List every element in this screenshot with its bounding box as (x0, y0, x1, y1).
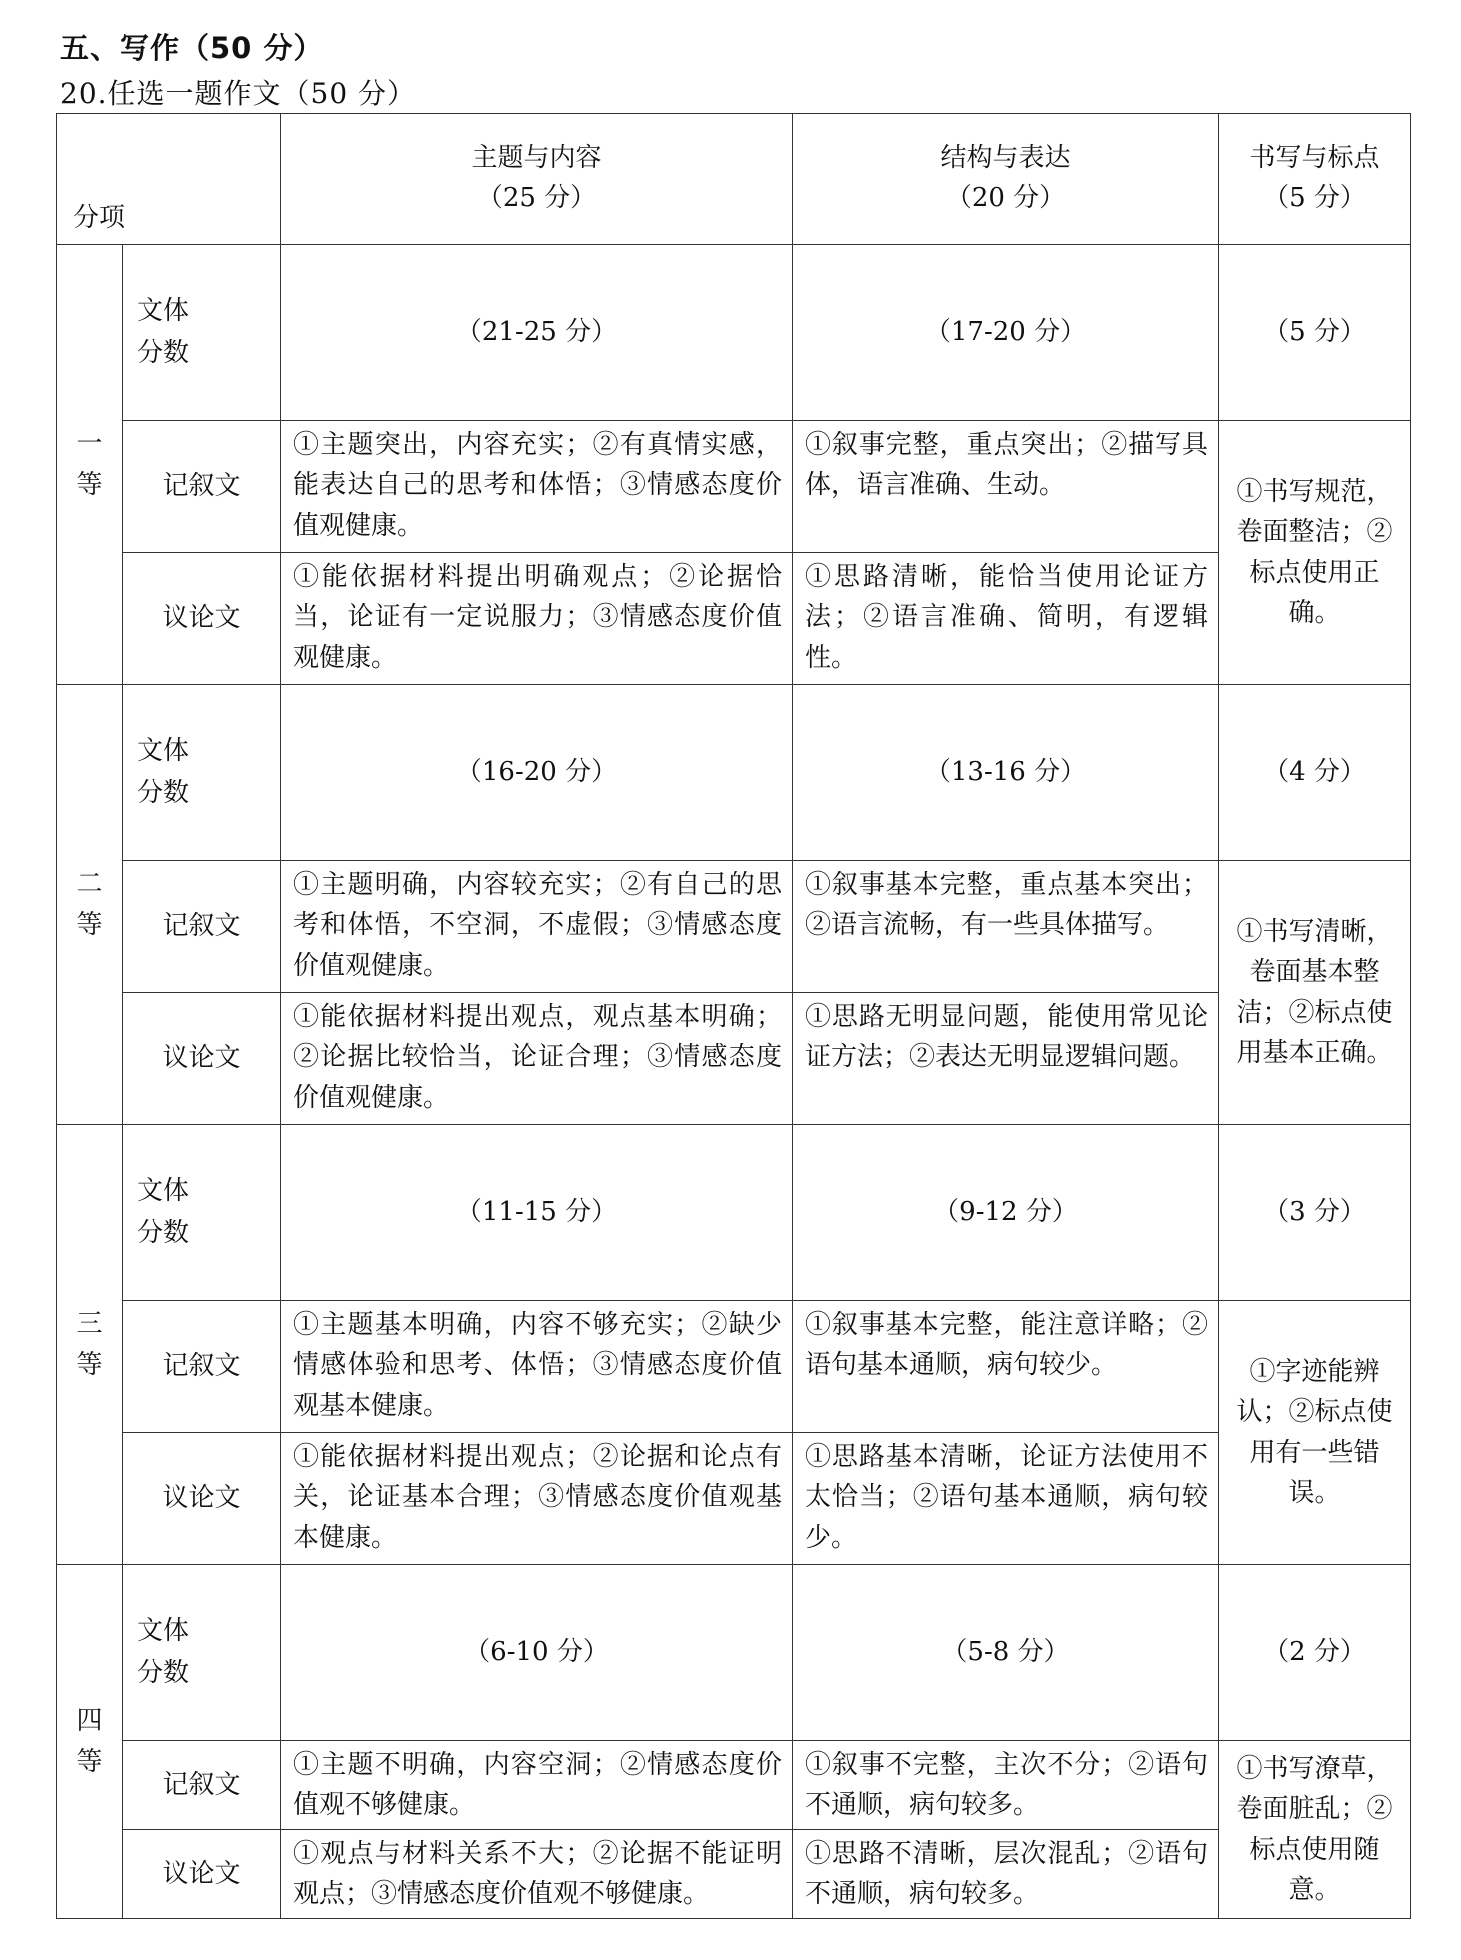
header-corner-cell (57, 114, 281, 245)
writing-score-range: （5 分） (1219, 245, 1411, 421)
writing-criteria: ①书写规范，卷面整洁；②标点使用正确。 (1219, 421, 1411, 685)
header-label: 结构与表达 (940, 143, 1071, 173)
corner-label: 分项 (73, 202, 126, 233)
header-points: （20 分） (945, 183, 1066, 214)
writing-score-range: （4 分） (1219, 685, 1411, 861)
score-label: 分数 (137, 337, 190, 368)
header-points: （25 分） (476, 183, 597, 214)
question-title: 20.任选一题作文（50 分） (60, 77, 417, 110)
content-score-range: （11-15 分） (281, 1125, 793, 1301)
structure-score-range: （9-12 分） (793, 1125, 1219, 1301)
style-score-label-cell (123, 1565, 281, 1741)
writing-criteria: ①书写潦草，卷面脏乱；②标点使用随意。 (1219, 1741, 1411, 1919)
narrative-label: 记叙文 (123, 861, 281, 993)
argument-row (57, 1830, 1411, 1919)
content-score-range: （21-25 分） (281, 245, 793, 421)
narrative-label: 记叙文 (123, 421, 281, 553)
section-title: 五、写作（50 分） (60, 31, 324, 65)
grade-label-cell (57, 685, 123, 1125)
header-writing-punctuation (1219, 114, 1411, 245)
argument-content-criteria: ①能依据材料提出观点；②论据和论点有关，论证基本合理；③情感态度价值观基本健康。 (281, 1433, 793, 1565)
argument-structure-criteria: ①思路基本清晰，论证方法使用不太恰当；②语句基本通顺，病句较少。 (793, 1433, 1219, 1565)
header-label: 主题与内容 (471, 143, 602, 173)
narrative-structure-criteria: ①叙事基本完整，重点基本突出；②语言流畅，有一些具体描写。 (793, 861, 1219, 993)
style-label: 文体 (137, 1175, 190, 1206)
narrative-structure-criteria: ①叙事完整，重点突出；②描写具体，语言准确、生动。 (793, 421, 1219, 553)
content-score-range: （6-10 分） (281, 1565, 793, 1741)
narrative-label: 记叙文 (123, 1741, 281, 1830)
header-label: 书写与标点 (1249, 143, 1380, 173)
structure-score-range: （13-16 分） (793, 685, 1219, 861)
narrative-row (57, 861, 1411, 993)
argument-label: 议论文 (123, 553, 281, 685)
score-label: 分数 (137, 1657, 190, 1688)
structure-score-range: （5-8 分） (793, 1565, 1219, 1741)
grade-label-cell (57, 1125, 123, 1565)
writing-criteria: ①字迹能辨认；②标点使用有一些错误。 (1219, 1301, 1411, 1565)
argument-label: 议论文 (123, 1433, 281, 1565)
style-label: 文体 (137, 735, 190, 766)
header-points: （5 分） (1263, 183, 1366, 214)
structure-score-range: （17-20 分） (793, 245, 1219, 421)
grade-label-suffix: 等 (76, 1349, 103, 1380)
score-label: 分数 (137, 1217, 190, 1248)
style-score-label-cell (123, 685, 281, 861)
grade-score-row (57, 245, 1411, 421)
grade-label: 三 (76, 1309, 103, 1340)
writing-criteria: ①书写清晰，卷面基本整洁；②标点使用基本正确。 (1219, 861, 1411, 1125)
content-score-range: （16-20 分） (281, 685, 793, 861)
grade-label: 二 (76, 869, 103, 900)
grade-label-suffix: 等 (76, 1746, 103, 1777)
argument-label: 议论文 (123, 993, 281, 1125)
argument-row (57, 1433, 1411, 1565)
grade-label-suffix: 等 (76, 909, 103, 940)
narrative-row (57, 1741, 1411, 1830)
argument-label: 议论文 (123, 1830, 281, 1919)
header-structure-expression (793, 114, 1219, 245)
writing-score-range: （3 分） (1219, 1125, 1411, 1301)
grade-label: 一 (76, 429, 103, 460)
style-label: 文体 (137, 1615, 190, 1646)
grade-score-row (57, 685, 1411, 861)
argument-structure-criteria: ①思路不清晰，层次混乱；②语句不通顺，病句较多。 (793, 1830, 1219, 1919)
narrative-content-criteria: ①主题突出，内容充实；②有真情实感，能表达自己的思考和体悟；③情感态度价值观健康。 (281, 421, 793, 553)
argument-row (57, 553, 1411, 685)
narrative-content-criteria: ①主题基本明确，内容不够充实；②缺少情感体验和思考、体悟；③情感态度价值观基本健康。 (281, 1301, 793, 1433)
narrative-row (57, 421, 1411, 553)
argument-structure-criteria: ①思路清晰，能恰当使用论证方法；②语言准确、简明，有逻辑性。 (793, 553, 1219, 685)
header-theme-content (281, 114, 793, 245)
argument-content-criteria: ①能依据材料提出明确观点；②论据恰当，论证有一定说服力；③情感态度价值观健康。 (281, 553, 793, 685)
argument-content-criteria: ①能依据材料提出观点，观点基本明确；②论据比较恰当，论证合理；③情感态度价值观健康。 (281, 993, 793, 1125)
grade-label: 四 (76, 1706, 103, 1737)
narrative-structure-criteria: ①叙事不完整，主次不分；②语句不通顺，病句较多。 (793, 1741, 1219, 1830)
grade-label-cell (57, 1565, 123, 1919)
grade-label-cell (57, 245, 123, 685)
narrative-content-criteria: ①主题不明确，内容空洞；②情感态度价值观不够健康。 (281, 1741, 793, 1830)
argument-structure-criteria: ①思路无明显问题，能使用常见论证方法；②表达无明显逻辑问题。 (793, 993, 1219, 1125)
writing-score-range: （2 分） (1219, 1565, 1411, 1741)
score-label: 分数 (137, 777, 190, 808)
grade-label-suffix: 等 (76, 469, 103, 500)
narrative-row (57, 1301, 1411, 1433)
scoring-rubric-table (56, 113, 1411, 1919)
style-score-label-cell (123, 245, 281, 421)
narrative-label: 记叙文 (123, 1301, 281, 1433)
argument-content-criteria: ①观点与材料关系不大；②论据不能证明观点；③情感态度价值观不够健康。 (281, 1830, 793, 1919)
style-label: 文体 (137, 295, 190, 326)
narrative-content-criteria: ①主题明确，内容较充实；②有自己的思考和体悟，不空洞，不虚假；③情感态度价值观健康。 (281, 861, 793, 993)
style-score-label-cell (123, 1125, 281, 1301)
header-row (57, 114, 1411, 245)
argument-row (57, 993, 1411, 1125)
narrative-structure-criteria: ①叙事基本完整，能注意详略；②语句基本通顺，病句较少。 (793, 1301, 1219, 1433)
grade-score-row (57, 1565, 1411, 1741)
grade-score-row (57, 1125, 1411, 1301)
